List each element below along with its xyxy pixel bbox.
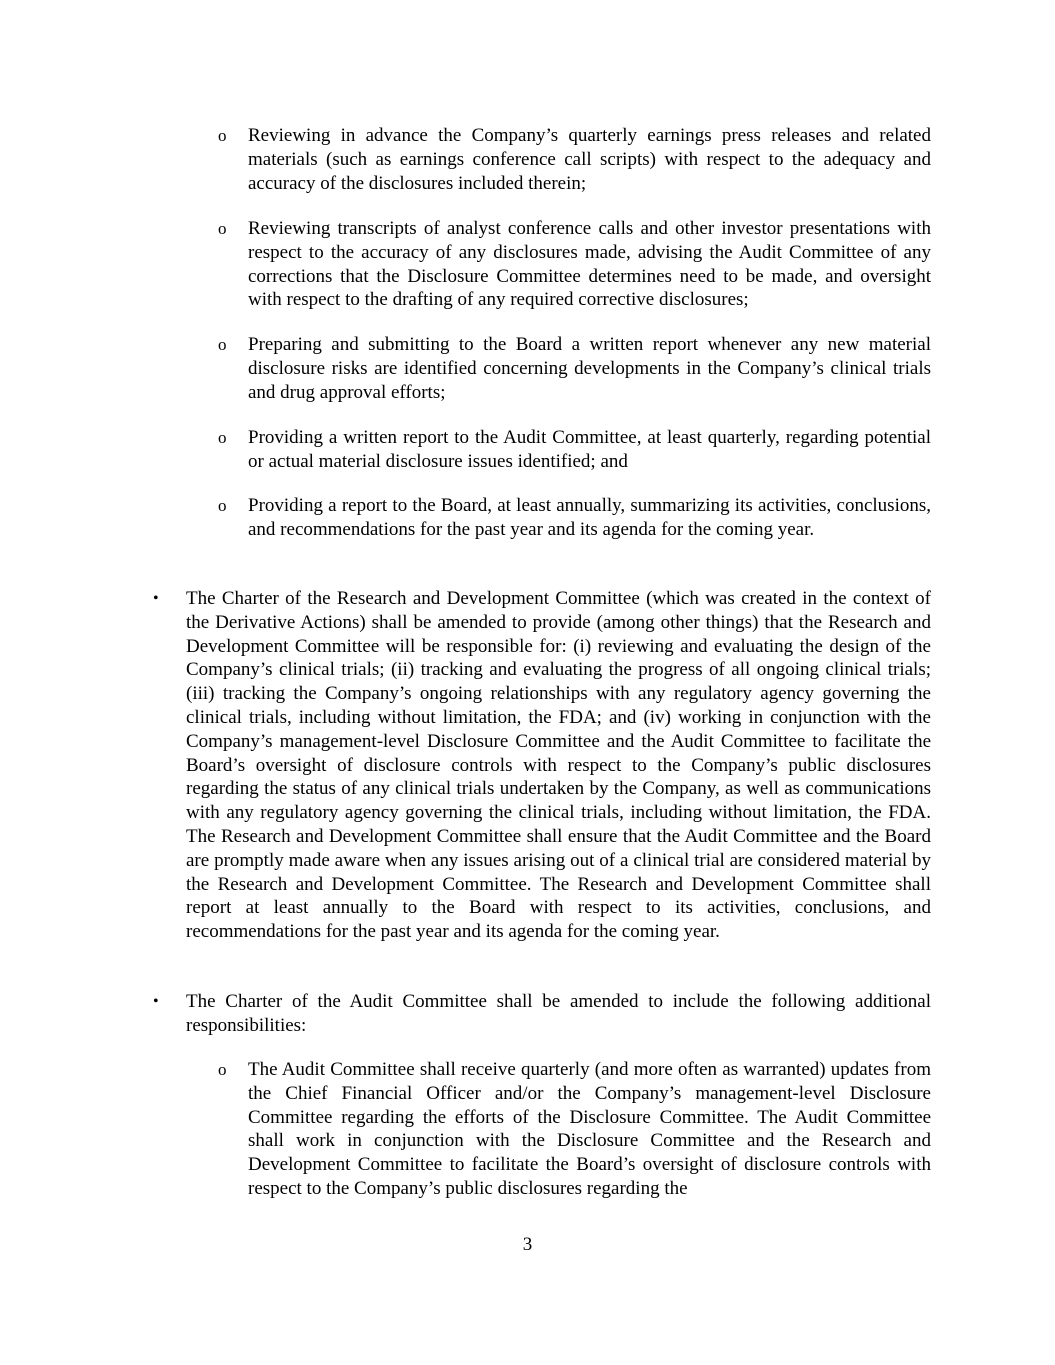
- sub-item-audit-committee-updates: The Audit Committee shall receive quarterly (and more often as warranted) updates from the Chief Financial Officer and/or the Company’s management-level Disclosure Committee regarding the efforts of the Disclosure Committee. The Audit Committee shall work in conjunction with the Disclosure Committee and the Research and Development Committee to facilitate the Board’s oversight of disclosure controls with respect to the Company’s public disclosures regarding the: [248, 1059, 931, 1199]
- sub-item-marker: o: [218, 126, 227, 145]
- sub-item-annual-report: Providing a report to the Board, at least annually, summarizing its activities, conclusions, and recommendations for the past year and its agenda for the coming year.: [248, 495, 931, 540]
- bullet-audit-committee-charter: The Charter of the Audit Committee shall be amended to include the following additional responsibilities:: [186, 991, 931, 1036]
- sub-item-marker: o: [218, 1060, 227, 1079]
- sub-item-audit-report: Providing a written report to the Audit Committee, at least quarterly, regarding potential or actual material disclosure issues identified; and: [248, 427, 931, 472]
- bullet-marker: •: [153, 993, 159, 1010]
- bullet-rd-committee-charter: The Charter of the Research and Development Committee (which was created in the context of the Derivative Actions) shall be amended to provide (among other things) that the Research and Development Committee will be responsible for: (i) reviewing and evaluating the design of the Company’s clinical trials; (ii) tracking and evaluating the progress of all ongoing clinical trials; (iii) tracking the Company’s ongoing relationships with any regulatory agency governing the clinical trials, including without limitation, the FDA; and (iv) working in conjunction with the Company’s management-level Disclosure Committee and the Audit Committee to facilitate the Board’s oversight of disclosure controls with respect to the Company’s public disclosures regarding the status of any clinical trials undertaken by the Company, as well as communications with any regulatory agency governing the clinical trials, including without limitation, the FDA. The Research and Development Committee shall ensure that the Audit Committee and the Board are promptly made aware when any issues arising out of a clinical trial are considered material by the Research and Development Committee. The Research and Development Committee shall report at least annually to the Board with respect to its activities, conclusions, and recommendations for the past year and its agenda for the coming year.: [186, 588, 931, 943]
- page-number: 3: [522, 1234, 533, 1255]
- sub-item-marker: o: [218, 428, 227, 447]
- sub-item-marker: o: [218, 496, 227, 515]
- bullet-marker: •: [153, 590, 159, 607]
- sub-item-board-report: Preparing and submitting to the Board a written report whenever any new material disclosure risks are identified concerning developments in the Company’s clinical trials and drug approval efforts;: [248, 334, 931, 403]
- sub-item-transcripts-review: Reviewing transcripts of analyst conference calls and other investor presentations with respect to the accuracy of any disclosures made, advising the Audit Committee of any corrections that the Disclosure Committee determines need to be made, and oversight with respect to the drafting of any required corrective disclosures;: [248, 218, 931, 311]
- sub-item-marker: o: [218, 219, 227, 238]
- sub-item-marker: o: [218, 335, 227, 354]
- sub-item-earnings-review: Reviewing in advance the Company’s quarterly earnings press releases and related materials (such as earnings conference call scripts) with respect to the adequacy and accuracy of the disclosures included therein;: [248, 125, 931, 194]
